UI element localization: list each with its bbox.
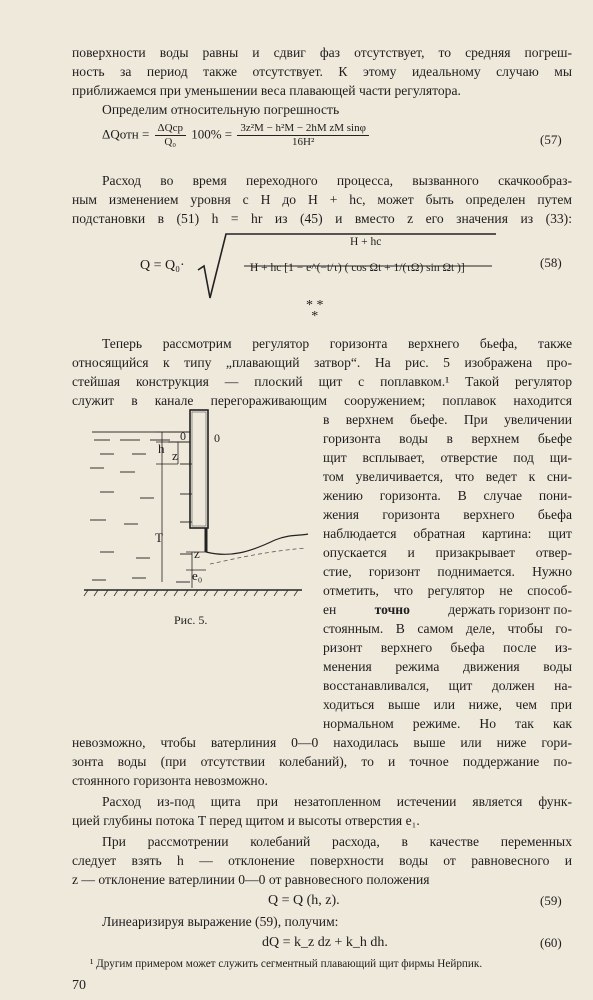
text-line: служит в канале перегораживающим сооружением; поплавок находится (72, 393, 572, 408)
text-line: отметить, что регулятор не способ- (323, 583, 572, 598)
text-line: нормальном режиме. Но так как (323, 716, 572, 731)
text-line: зонта воды (при отсутствии колебаний), то и точное поддержание по- (72, 754, 572, 769)
text-line: горизонта воды в верхнем бьефе (323, 431, 572, 446)
text-line: том увеличивается, что ведет к сни- (323, 469, 572, 484)
text-line: приближаемся при уменьшении веса плавающей части регулятора. (72, 83, 461, 98)
equation-number: (57) (540, 132, 562, 147)
text-line: в верхнем бьефе. При увеличении (323, 412, 572, 427)
text-line: ходиться выше или ниже, чем при (323, 697, 572, 712)
eq57-fraction-2 (237, 122, 369, 149)
text-line: Расход из-под щита при незатопленном истечении является функ- (102, 794, 572, 809)
text-fragment: ен (323, 602, 340, 617)
text-line: ризонт верхнего бьефа после из- (323, 640, 572, 655)
eq57-f1-numerator: ΔQср (155, 122, 186, 136)
equation-60: dQ = k_z dz + k_h dh. (262, 935, 388, 950)
figure-label-0: 0 (180, 429, 186, 443)
figure-label-h: h (158, 441, 165, 456)
text-line: При рассмотрении колебаний расхода, в качестве переменных (102, 834, 572, 849)
text-line: невозможно, чтобы ватерлиния 0—0 находилась выше или ниже гори- (72, 735, 572, 750)
eq57-lhs: ΔQотн = (102, 126, 150, 142)
text-line: цией глубины потока T перед щитом и высоты отверстия e₁. (72, 813, 420, 828)
eq58-numerator: H + hc (350, 236, 382, 248)
text-line: наблюдается обратная картина: щит (323, 526, 572, 541)
text-line: ность за период также отсутствует. К этому идеальному случаю мы (72, 64, 572, 79)
footnote: ¹ Другим примером может служить сегментный плавающий щит фирмы Нейрпик. (90, 958, 483, 970)
eq58-lhs: Q = Q₀· (140, 258, 185, 273)
text-line: относящийся к типу „плавающий затвор“. На рис. 5 изображена про- (72, 355, 572, 370)
equation-number: (59) (540, 893, 562, 908)
section-separator: * * * (306, 298, 324, 324)
equation-57 (102, 122, 371, 149)
eq57-f2-denominator: 16H² (292, 136, 315, 148)
text-line: восстанавливался, щит должен на- (323, 678, 572, 693)
text-line (323, 602, 572, 618)
figure-label-0: 0 (214, 431, 220, 445)
text-line: опускается и призакрывает отвер- (323, 545, 572, 560)
text-fragment: держать горизонт по- (444, 602, 572, 617)
figure-label-e: e₀ (192, 568, 203, 583)
figure-label-t: T (155, 530, 163, 545)
text-line: стоянным. В самом деле, чтобы го- (323, 621, 572, 636)
text-line: z — отклонение ватерлинии 0—0 от равновесного положения (72, 872, 430, 887)
text-line: щит всплывает, отверстие под щи- (323, 450, 572, 465)
text-line: Линеаризируя выражение (59), получим: (102, 914, 339, 929)
eq57-mid: 100% = (191, 126, 233, 142)
equation-59: Q = Q (h, z). (268, 893, 340, 908)
text-line: Теперь рассмотрим регулятор горизонта верхнего бьефа, также (102, 336, 572, 351)
equation-number: (58) (540, 255, 562, 270)
eq57-f2-numerator: 3z²M − h²M − 2hM zM sinφ (237, 122, 369, 136)
text-line: подстановки в (51) h = hr из (45) и вместо z его значения из (33): (72, 211, 572, 226)
eq57-fraction-1 (155, 122, 186, 149)
text-line: стейшая конструкция — плоский щит с поплавком.¹ Такой регулятор (72, 374, 572, 389)
eq57-f1-denominator: Q₀ (164, 136, 177, 148)
text-line: менения режима движения воды (323, 659, 572, 674)
figure-label-z: z (194, 546, 200, 561)
text-line: жения горизонта верхнего бьефа (323, 507, 572, 522)
equation-number: (60) (540, 935, 562, 950)
figure-caption: Рис. 5. (174, 613, 208, 627)
text-line: ным изменением уровня с H до H + hc, может быть определен путем (72, 192, 572, 207)
emphasis-text: точно (374, 602, 410, 617)
figure-label-z: z (172, 448, 178, 463)
text-line: следует взять h — отклонение поверхности воды от равновесного и (72, 853, 572, 868)
text-line: стие, горизонт поднимается. Нужно (323, 564, 572, 579)
text-line: поверхности воды равны и сдвиг фаз отсутствует, то средняя погреш- (72, 45, 572, 60)
text-line: Расход во время переходного процесса, вызванного скачкообраз- (102, 173, 572, 188)
text-line: жению горизонта. В случае пони- (323, 488, 572, 503)
text-line: стоянного горизонта невозможно. (72, 773, 268, 788)
eq58-denominator: H + hc [1 − e^(−t/τ) ( cos Ωt + 1/(τΩ) sin Ωt )] (250, 262, 465, 274)
text-line: Определим относительную погрешность (102, 102, 340, 117)
page-number: 70 (72, 978, 86, 993)
